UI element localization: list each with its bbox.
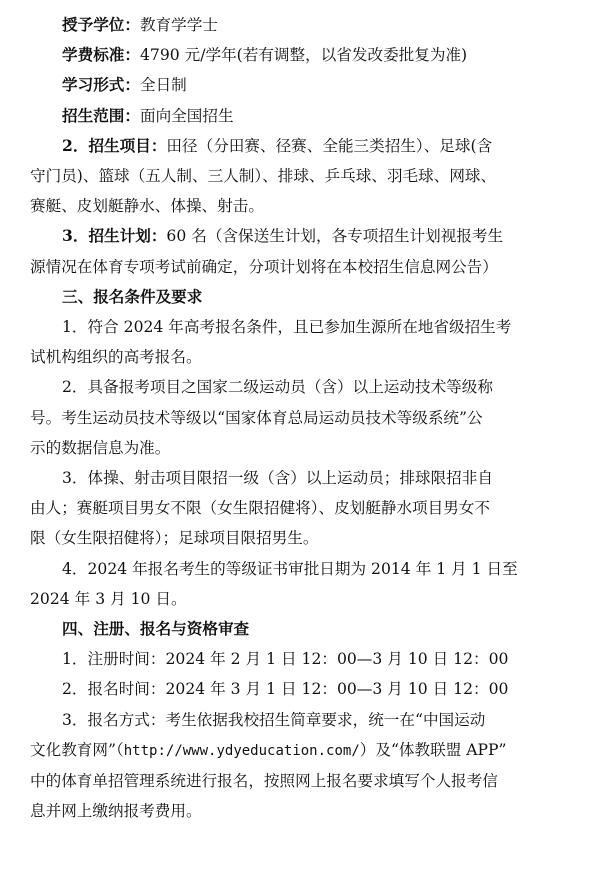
tuition-value: 4790 元/学年(若有调整，以省发改委批复为准) xyxy=(139,46,468,65)
application-time: 2．报名时间：2024 年 3 月 1 日 12：00—3 月 10 日 12：00 xyxy=(62,680,509,699)
condition-4 xyxy=(30,554,575,614)
enroll-scope-value: 面向全国招生 xyxy=(139,106,234,125)
condition-3-line-2: 由人；赛艇项目男女不限（女生限招健将）、皮划艇静水项目男女不 xyxy=(30,499,491,518)
plan-label: 3．招生计划： xyxy=(62,226,167,246)
application-method xyxy=(30,705,575,827)
condition-3 xyxy=(30,463,575,554)
condition-3-line-3: 限（女生限招健将）；足球项目限招男生。 xyxy=(30,529,319,548)
website-url: http://www.ydyeducation.com/ xyxy=(123,742,360,759)
tuition-label: 学费标准： xyxy=(62,45,140,65)
condition-1-line-2: 试机构组织的高考报名。 xyxy=(30,348,202,367)
condition-1-line-1: 1．符合 2024 年高考报名条件，且已参加生源所在地省级招生考 xyxy=(62,318,512,337)
plan-line-1 xyxy=(30,221,575,251)
condition-1 xyxy=(30,312,575,372)
condition-4-line-1: 4．2024 年报名考生的等级证书审批日期为 2014 年 1 月 1 日至 xyxy=(62,559,518,578)
application-method-line-4: 息并网上缴纳报考费用。 xyxy=(30,802,202,821)
application-method-text-b: ）及“体教联盟 APP” xyxy=(359,740,507,759)
projects-text-1: 田径（分田赛、径赛、全能三类招生）、足球(含 xyxy=(166,136,493,155)
application-method-line-1: 3．报名方式：考生依据我校招生简章要求，统一在“中国运动 xyxy=(62,710,486,729)
condition-2-line-2: 号。考生运动员技术等级以“国家体育总局运动员技术等级系统”公 xyxy=(30,408,483,427)
condition-2 xyxy=(30,372,575,463)
condition-2-line-1: 2．具备报考项目之国家二级运动员（含）以上运动技术等级称 xyxy=(62,378,493,397)
condition-2-line-3: 示的数据信息为准。 xyxy=(30,438,171,457)
degree-value: 教育学学士 xyxy=(139,16,218,34)
plan-text-1: 60 名（含保送生计划，各专项招生计划视报考生 xyxy=(166,227,504,246)
tuition-row xyxy=(30,40,575,70)
projects-line-1 xyxy=(30,131,575,161)
condition-4-line-2: 2024 年 3 月 10 日。 xyxy=(30,589,187,608)
study-mode-label: 学习形式： xyxy=(62,75,140,95)
projects-paragraph xyxy=(30,131,575,222)
projects-line-2: 守门员)、篮球（五人制、三人制）、排球、乒乓球、羽毛球、网球、 xyxy=(30,167,497,186)
section-4-heading: 四、注册、报名与资格审查 xyxy=(62,619,250,639)
projects-label: 2．招生项目： xyxy=(62,135,167,155)
plan-paragraph xyxy=(30,221,575,281)
enroll-scope-label: 招生范围： xyxy=(62,105,140,125)
condition-3-line-1: 3．体操、射击项目限招一级（含）以上运动员；排球限招非自 xyxy=(62,469,493,488)
degree-row xyxy=(30,10,575,40)
application-method-line-2 xyxy=(30,735,575,766)
application-method-line-3: 中的体育单招管理系统进行报名，按照网上报名要求填写个人报考信 xyxy=(30,772,498,791)
plan-line-2: 源情况在体育专项考试前确定，分项计划将在本校招生信息网公告） xyxy=(30,257,498,276)
application-method-text-a: 文化教育网”（ xyxy=(30,740,124,759)
study-mode-value: 全日制 xyxy=(139,76,187,95)
study-mode-row xyxy=(30,70,575,100)
section-3-heading: 三、报名条件及要求 xyxy=(62,286,203,306)
projects-line-3: 赛艇、皮划艇静水、体操、射击。 xyxy=(30,197,264,216)
registration-time: 1．注册时间：2024 年 2 月 1 日 12：00—3 月 10 日 12：00 xyxy=(62,650,509,669)
degree-label: 授予学位： xyxy=(62,15,140,34)
enroll-scope-row xyxy=(30,101,575,131)
